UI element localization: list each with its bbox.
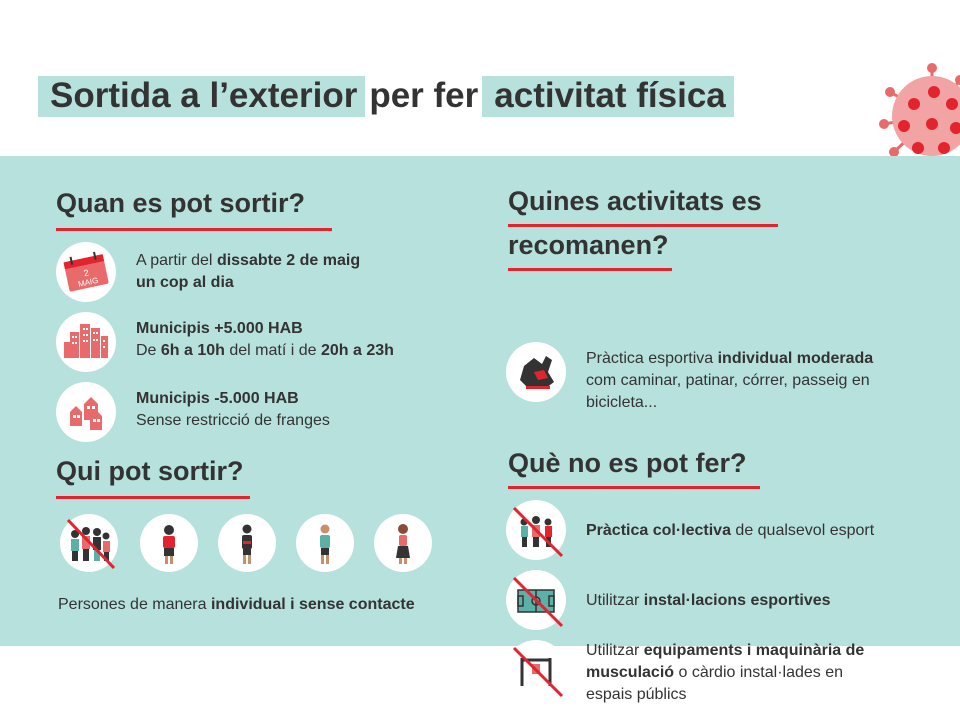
when-heading: Quan es pot sortir? <box>56 188 306 218</box>
who-heading: Qui pot sortir? <box>56 456 244 486</box>
when-underline <box>56 228 332 231</box>
content-panel <box>0 156 960 703</box>
calendar-icon <box>56 242 116 302</box>
recommended-text: Pràctica esportiva individual moderada com caminar, patinar, córrer, passeig en bicicleta... <box>586 350 874 411</box>
running-shoe-icon <box>506 342 566 402</box>
when-item-2-text: Municipis +5.000 HAB De 6h a 10h del matí i de 20h a 23h <box>136 320 394 359</box>
infographic-poster <box>0 62 960 703</box>
forbidden-heading: Què no es pot fer? <box>508 448 747 478</box>
recommended-underline-1 <box>508 224 778 227</box>
title-plain: per fer <box>369 76 479 115</box>
forbidden-item-2-text: Utilitzar instal·lacions esportives <box>586 592 831 609</box>
city-small-icon <box>56 382 116 442</box>
person-athlete-icon <box>218 514 276 572</box>
calendar-month: MAIG <box>77 275 100 289</box>
page-title <box>38 76 734 116</box>
team-crossed-icon <box>506 500 566 560</box>
when-item-1-text: A partir del dissabte 2 de maig un cop al dia <box>136 252 361 291</box>
recommended-heading-line-2: recomanen? <box>508 230 669 260</box>
person-female-icon <box>374 514 432 572</box>
calendar-day: 2 <box>82 267 90 279</box>
sports-court-crossed-icon <box>506 570 566 630</box>
recommended-underline-2 <box>508 268 672 271</box>
forbidden-underline <box>508 486 760 489</box>
who-underline <box>56 496 250 499</box>
forbidden-item-3-text: Utilitzar equipaments i maquinària de musculació o càrdio instal·lades en espais públics <box>586 642 865 703</box>
city-large-icon <box>56 312 116 372</box>
when-item-3-text: Municipis -5.000 HAB Sense restricció de franges <box>136 390 330 429</box>
person-runner-icon <box>296 514 354 572</box>
title-highlight-1: Sortida a l’exterior <box>38 76 365 117</box>
who-caption: Persones de manera individual i sense contacte <box>58 596 415 613</box>
title-highlight-2: activitat física <box>482 76 734 117</box>
virus-icon <box>872 64 960 156</box>
group-crossed-icon <box>60 514 118 572</box>
forbidden-item-1-text: Pràctica col·lectiva de qualsevol esport <box>586 522 875 539</box>
person-male-icon <box>140 514 198 572</box>
recommended-heading-line-1: Quines activitats es <box>508 186 762 216</box>
header <box>0 62 960 156</box>
gym-equipment-crossed-icon <box>506 640 566 700</box>
